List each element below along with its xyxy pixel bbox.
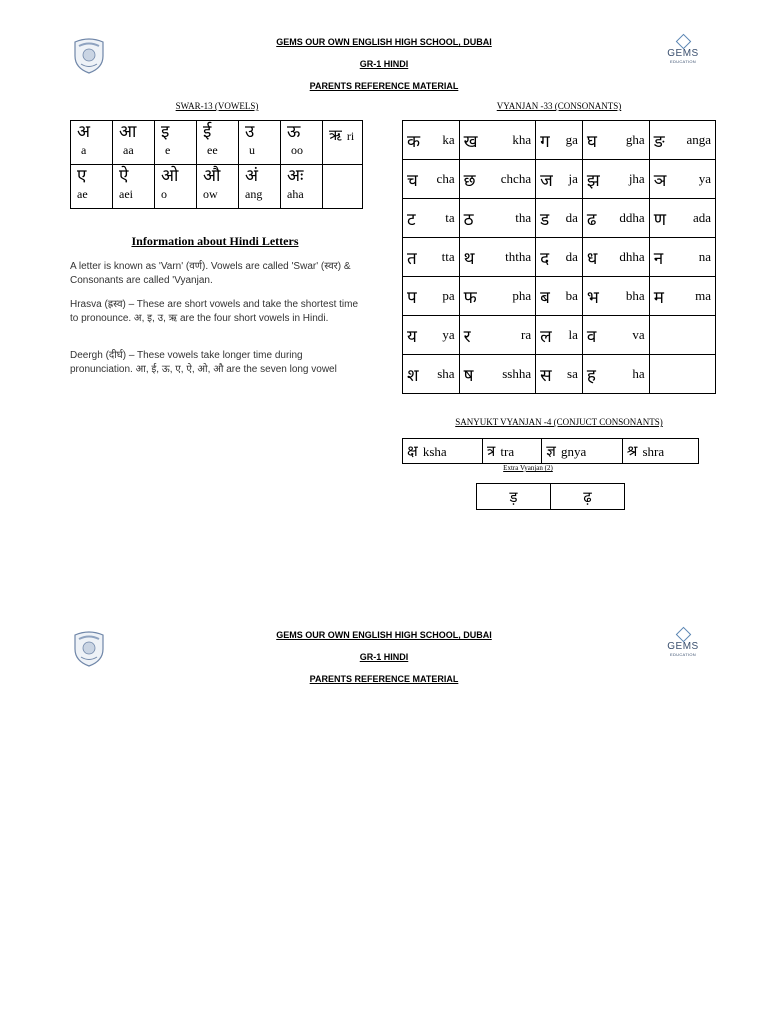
- consonant-cell: प pa: [403, 277, 460, 316]
- school-name: GEMS OUR OWN ENGLISH HIGH SCHOOL, DUBAI: [276, 37, 492, 47]
- consonant-cell: व va: [582, 316, 649, 355]
- consonant-cell: ल la: [536, 316, 583, 355]
- consonant-cell: ड da: [536, 199, 583, 238]
- vowel-cell: अः aha: [281, 165, 323, 209]
- consonant-cell: च cha: [403, 160, 460, 199]
- table-row: [403, 316, 716, 355]
- table-row: [403, 439, 699, 464]
- vowel-cell-empty: [323, 165, 363, 209]
- info-paragraph-3: Deergh (दीर्घ) – These vowels take longer time during pronunciation. आ, ई, ऊ, ए, ऐ, ओ, औ are the seven long vowel: [70, 350, 337, 375]
- consonant-cell: म ma: [649, 277, 715, 316]
- sanyukt-table: [402, 438, 699, 464]
- consonant-cell: ष sshha: [459, 355, 536, 394]
- gems-logo: GEMS EDUCATION: [663, 36, 703, 64]
- vowel-cell: ऐ aei: [113, 165, 155, 209]
- vowel-cell: ओ o: [155, 165, 197, 209]
- vowel-cell: ऋ ri: [323, 121, 363, 165]
- consonant-cell: श sha: [403, 355, 460, 394]
- conjunct-cell: ज्ञ gnya: [542, 439, 622, 464]
- table-row: [403, 355, 716, 394]
- consonant-cell: ब ba: [536, 277, 583, 316]
- table-row: [403, 199, 716, 238]
- info-title: Information about Hindi Letters: [131, 234, 299, 248]
- consonant-cell: न na: [649, 238, 715, 277]
- vowel-cell: अ a: [71, 121, 113, 165]
- swar-title: SWAR-13 (VOWELS): [175, 101, 259, 111]
- table-row: [403, 160, 716, 199]
- consonant-cell: फ pha: [459, 277, 536, 316]
- conjunct-cell: श्र shra: [622, 439, 698, 464]
- consonant-cell: छ chcha: [459, 160, 536, 199]
- consonant-cell-empty: [649, 316, 715, 355]
- table-row: [403, 277, 716, 316]
- vowel-cell: ए ae: [71, 165, 113, 209]
- vyanjan-title: VYANJAN -33 (CONSONANTS): [496, 101, 622, 111]
- consonant-cell: झ jha: [582, 160, 649, 199]
- table-row: [403, 121, 716, 160]
- consonant-cell: ढ ddha: [582, 199, 649, 238]
- consonant-cell: ग ga: [536, 121, 583, 160]
- gems-logo: GEMS EDUCATION: [663, 629, 703, 657]
- school-name: GEMS OUR OWN ENGLISH HIGH SCHOOL, DUBAI: [276, 630, 492, 640]
- vyanjan-table: [402, 120, 716, 394]
- consonant-cell-empty: [649, 355, 715, 394]
- info-paragraph-2: Hrasva (ह्रस्व) – These are short vowels and take the shortest time to pronounce. अ, इ, उ, ऋ are the four short vowels in Hindi.: [70, 299, 359, 324]
- consonant-cell: र ra: [459, 316, 536, 355]
- consonant-cell: ध dhha: [582, 238, 649, 277]
- consonant-cell: ङ anga: [649, 121, 715, 160]
- swar-table: [70, 120, 363, 209]
- consonant-cell: य ya: [403, 316, 460, 355]
- consonant-cell: क ka: [403, 121, 460, 160]
- vowel-cell: आ aa: [113, 121, 155, 165]
- extra-table: [476, 483, 625, 510]
- grade-title: GR-1 HINDI: [359, 59, 409, 69]
- material-title: PARENTS REFERENCE MATERIAL: [309, 674, 459, 684]
- info-paragraph-1: A letter is known as 'Varn' (वर्ण). Vowels are called 'Swar' (स्वर) & Consonants are called 'Vyanjan.: [70, 261, 351, 286]
- consonant-cell: द da: [536, 238, 583, 277]
- consonant-cell: ञ ya: [649, 160, 715, 199]
- consonant-cell: त tta: [403, 238, 460, 277]
- table-row: [71, 165, 363, 209]
- table-row: [403, 238, 716, 277]
- consonant-cell: ण ada: [649, 199, 715, 238]
- consonant-cell: घ gha: [582, 121, 649, 160]
- consonant-cell: ज ja: [536, 160, 583, 199]
- gems-diamond-icon: [675, 627, 691, 643]
- material-title: PARENTS REFERENCE MATERIAL: [309, 81, 459, 91]
- vowel-cell: अं ang: [239, 165, 281, 209]
- extra-cell: ड़: [477, 484, 551, 510]
- consonant-cell: ख kha: [459, 121, 536, 160]
- vowel-cell: इ e: [155, 121, 197, 165]
- conjunct-cell: त्र tra: [483, 439, 542, 464]
- vowel-cell: ई ee: [197, 121, 239, 165]
- vowel-cell: ऊ oo: [281, 121, 323, 165]
- consonant-cell: स sa: [536, 355, 583, 394]
- extra-cell: ढ़: [551, 484, 625, 510]
- consonant-cell: ट ta: [403, 199, 460, 238]
- conjunct-cell: क्ष ksha: [403, 439, 483, 464]
- sanyukt-title: SANYUKT VYANJAN -4 (CONJUCT CONSONANTS): [455, 417, 663, 427]
- consonant-cell: ह ha: [582, 355, 649, 394]
- vowel-cell: उ u: [239, 121, 281, 165]
- extra-title: Extra Vyanjan (2): [503, 464, 553, 472]
- vowel-cell: औ ow: [197, 165, 239, 209]
- gems-diamond-icon: [675, 34, 691, 50]
- consonant-cell: ठ tha: [459, 199, 536, 238]
- consonant-cell: भ bha: [582, 277, 649, 316]
- table-row: [71, 121, 363, 165]
- table-row: [477, 484, 625, 510]
- consonant-cell: थ ththa: [459, 238, 536, 277]
- grade-title: GR-1 HINDI: [359, 652, 409, 662]
